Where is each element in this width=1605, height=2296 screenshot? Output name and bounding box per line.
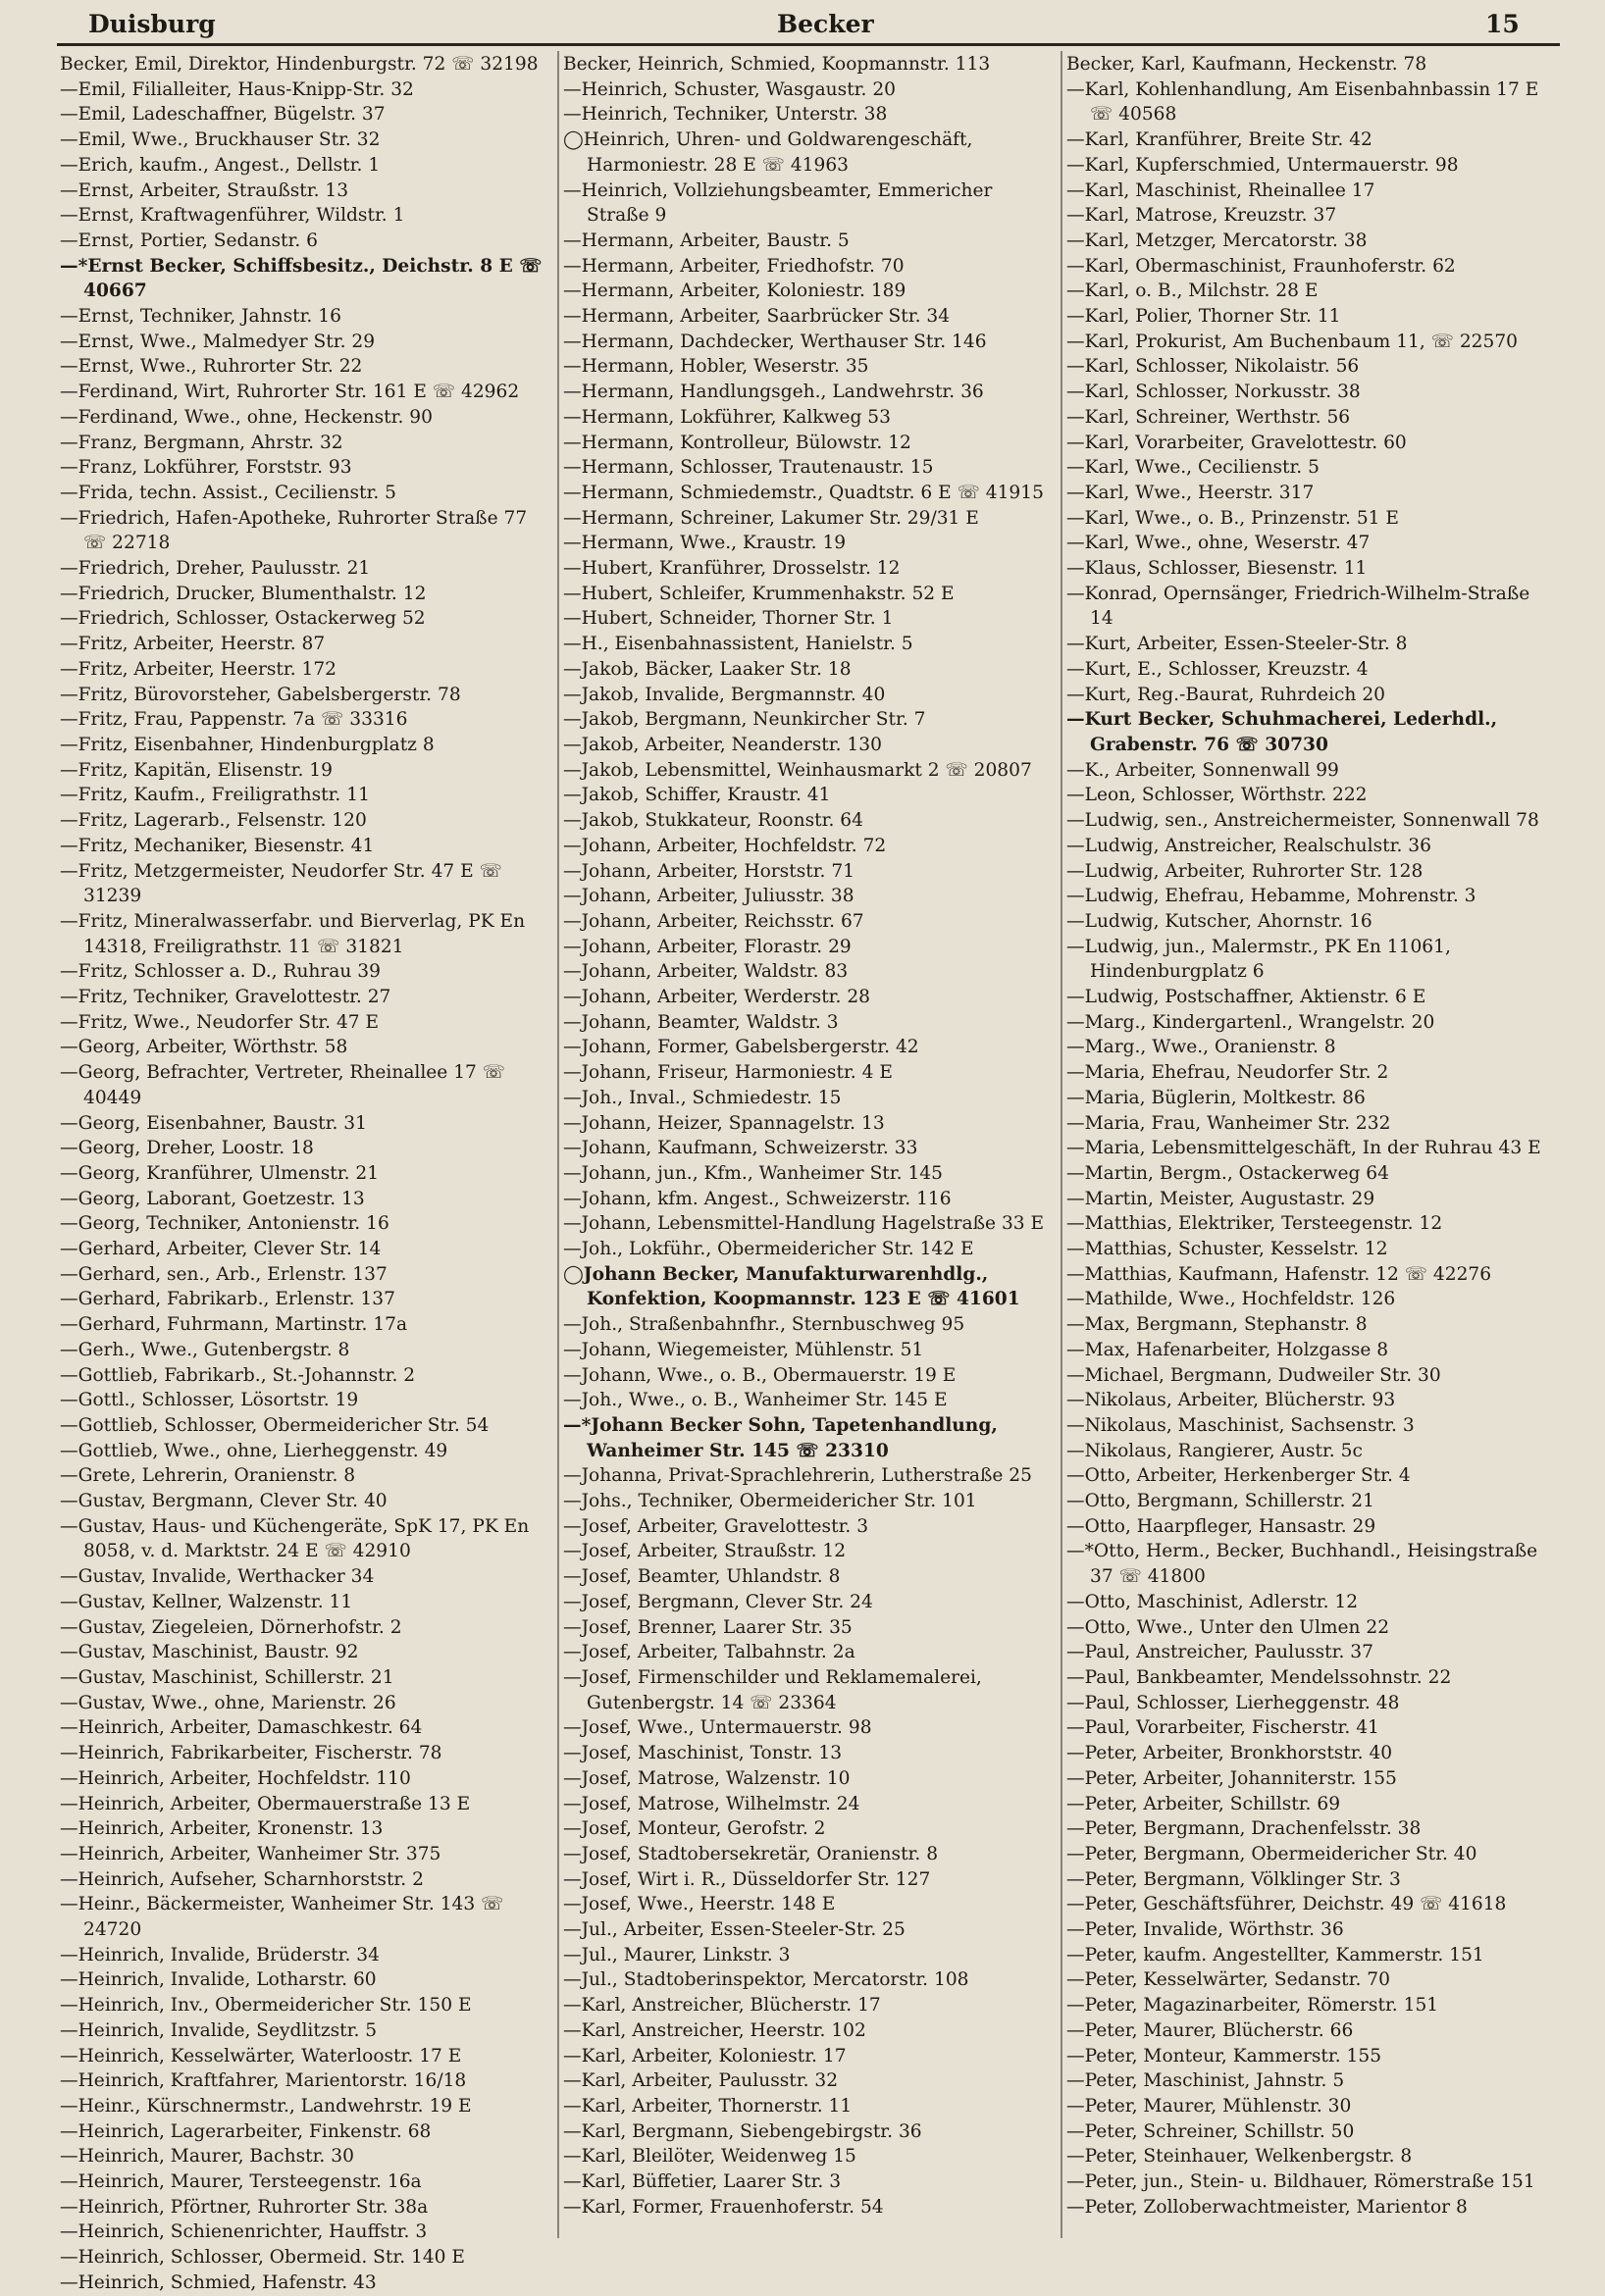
header-rule [57,43,1560,46]
directory-entry: —Nikolaus, Arbeiter, Blücherstr. 93 [1066,1390,1396,1411]
directory-entry: —Peter, Bergmann, Völklinger Str. 3 [1066,1868,1401,1890]
directory-entry: —Karl, Arbeiter, Paulusstr. 32 [563,2070,839,2092]
directory-entry: —Johann, Wiegemeister, Mühlenstr. 51 [563,1339,924,1360]
directory-entry: —Josef, Arbeiter, Gravelottestr. 3 [563,1515,869,1537]
directory-entry: —Grete, Lehrerin, Oranienstr. 8 [60,1465,356,1487]
directory-entry: —*Johann Becker Sohn, Tapetenhandlung, Wanheimer Str. 145 ☏ 23310 [563,1414,998,1461]
directory-entry: —Heinrich, Invalide, Seydlitzstr. 5 [60,2019,378,2041]
directory-entry: —Peter, jun., Stein- u. Bildhauer, Römerstraße 151 [1066,2171,1535,2193]
directory-entry: —Kurt, Arbeiter, Essen-Steeler-Str. 8 [1066,634,1408,655]
directory-entry: —Karl, Bergmann, Siebengebirgstr. 36 [563,2120,922,2142]
directory-entry: —Jakob, Schiffer, Kraustr. 41 [563,785,831,806]
directory-entry: —Hermann, Schreiner, Lakumer Str. 29/31 E [563,507,979,529]
directory-entry: —Hermann, Arbeiter, Friedhofstr. 70 [563,255,905,277]
directory-entry: —Heinrich, Schienenrichter, Hauffstr. 3 [60,2221,428,2243]
directory-entry: —Karl, Bleilöter, Weidenweg 15 [563,2146,856,2168]
directory-entry: —*Otto, Herm., Becker, Buchhandl., Heisingstraße 37 ☏ 41800 [1066,1541,1538,1588]
directory-entry: —Karl, Wwe., Heerstr. 317 [1066,482,1315,503]
directory-entry: —Matthias, Kaufmann, Hafenstr. 12 ☏ 42276 [1066,1263,1492,1285]
directory-entry: —Frida, techn. Assist., Cecilienstr. 5 [60,482,396,503]
directory-entry: —Johann, kfm. Angest., Schweizerstr. 116 [563,1188,952,1209]
directory-entry: —Gustav, Maschinist, Baustr. 92 [60,1642,359,1663]
directory-entry: —Hermann, Hobler, Weserstr. 35 [563,356,869,378]
directory-entry: —Matthias, Schuster, Kesselstr. 12 [1066,1239,1388,1260]
directory-entry: —Fritz, Wwe., Neudorfer Str. 47 E [60,1011,380,1033]
city-header: Duisburg [88,10,216,38]
directory-entry: —Gerh., Wwe., Gutenbergstr. 8 [60,1339,350,1360]
directory-entry: —Ferdinand, Wirt, Ruhrorter Str. 161 E ☏ 42962 [60,382,520,403]
directory-entry: —Johann, jun., Kfm., Wanheimer Str. 145 [563,1162,943,1184]
directory-entry: Becker, Emil, Direktor, Hindenburgstr. 72 ☏ 32198 [60,54,539,75]
directory-entry: —Hubert, Schleifer, Krummenhakstr. 52 E [563,583,955,604]
directory-entry: —Georg, Eisenbahner, Baustr. 31 [60,1112,367,1134]
directory-entry: —Karl, Wwe., Cecilienstr. 5 [1066,457,1320,479]
directory-entry: —Karl, Schreiner, Werthstr. 56 [1066,406,1351,428]
directory-entry: —Franz, Bergmann, Ahrstr. 32 [60,432,343,453]
directory-entry: —Martin, Bergm., Ostackerweg 64 [1066,1162,1389,1184]
directory-entry: —Ernst, Portier, Sedanstr. 6 [60,230,319,251]
directory-entry: —Peter, Arbeiter, Bronkhorststr. 40 [1066,1743,1393,1764]
directory-entry: —Joh., Lokführ., Obermeidericher Str. 142 E [563,1239,974,1260]
directory-entry: —Jul., Maurer, Linkstr. 3 [563,1944,791,1965]
directory-entry: —Hermann, Handlungsgeh., Landwehrstr. 36 [563,382,984,403]
directory-entry: —Josef, Firmenschilder und Reklamemalerei, Gutenbergstr. 14 ☏ 23364 [563,1667,982,1713]
directory-entry: —Ernst, Arbeiter, Straußstr. 13 [60,179,349,201]
directory-entry: —Marg., Wwe., Oranienstr. 8 [1066,1037,1336,1058]
directory-entry: —Otto, Arbeiter, Herkenberger Str. 4 [1066,1465,1411,1487]
directory-entry: —Johann, Arbeiter, Waldstr. 83 [563,961,849,983]
directory-entry: —Ludwig, sen., Anstreichermeister, Sonnenwall 78 [1066,810,1539,832]
directory-entry: —Otto, Maschinist, Adlerstr. 12 [1066,1591,1359,1612]
directory-entry: —Josef, Matrose, Wilhelmstr. 24 [563,1793,860,1814]
directory-entry: —Gerhard, sen., Arb., Erlenstr. 137 [60,1263,388,1285]
directory-entry: —Friedrich, Drucker, Blumenthalstr. 12 [60,583,427,604]
directory-entry: —Fritz, Eisenbahner, Hindenburgplatz 8 [60,734,435,755]
directory-entry: —Martin, Meister, Augustastr. 29 [1066,1188,1375,1209]
directory-entry: —Josef, Maschinist, Tonstr. 13 [563,1743,843,1764]
directory-entry: —Peter, Arbeiter, Johanniterstr. 155 [1066,1767,1397,1789]
directory-entry: —Heinrich, Schlosser, Obermeid. Str. 140 E [60,2247,465,2269]
directory-entry: —Joh., Wwe., o. B., Wanheimer Str. 145 E [563,1390,948,1411]
directory-entry: —Gerhard, Arbeiter, Clever Str. 14 [60,1239,382,1260]
directory-entry: —Jakob, Invalide, Bergmannstr. 40 [563,684,886,705]
directory-entry: —K., Arbeiter, Sonnenwall 99 [1066,759,1339,781]
directory-entry: —Konrad, Opernsänger, Friedrich-Wilhelm-Straße 14 [1066,583,1530,630]
directory-entry: —Hermann, Kontrolleur, Bülowstr. 12 [563,432,911,453]
directory-entry: —Johann, Arbeiter, Juliusstr. 38 [563,886,854,907]
directory-entry: —Jakob, Bäcker, Laaker Str. 18 [563,658,852,680]
directory-entry: —Karl, Maschinist, Rheinallee 17 [1066,179,1375,201]
column-divider-2 [1061,51,1062,2238]
directory-entry: —Maria, Frau, Wanheimer Str. 232 [1066,1112,1391,1134]
directory-entry: —Fritz, Metzgermeister, Neudorfer Str. 47 E ☏ 31239 [60,860,502,907]
directory-entry: —Peter, Geschäftsführer, Deichstr. 49 ☏ 41618 [1066,1894,1507,1915]
directory-entry: —Max, Hafenarbeiter, Holzgasse 8 [1066,1339,1389,1360]
page-number: 15 [1485,10,1520,38]
directory-entry: —Josef, Wwe., Untermauerstr. 98 [563,1717,872,1739]
directory-entry: —Heinrich, Invalide, Lotharstr. 60 [60,1969,377,1991]
directory-entry: —Ludwig, Kutscher, Ahornstr. 16 [1066,910,1372,932]
directory-entry: —H., Eisenbahnassistent, Hanielstr. 5 [563,634,913,655]
directory-entry: —Johann, Wwe., o. B., Obermauerstr. 19 E [563,1364,957,1386]
directory-entry: —Kurt, Reg.-Baurat, Ruhrdeich 20 [1066,684,1385,705]
directory-entry: —Heinrich, Schmied, Hafenstr. 43 [60,2271,377,2293]
directory-entry: —Fritz, Frau, Pappenstr. 7a ☏ 33316 [60,709,408,731]
directory-entry: —Friedrich, Schlosser, Ostackerweg 52 [60,608,426,630]
directory-entry: —Josef, Arbeiter, Straußstr. 12 [563,1541,847,1562]
directory-entry: Becker, Heinrich, Schmied, Koopmannstr. 113 [563,54,991,75]
directory-entry: —Heinrich, Vollziehungsbeamter, Emmericher Straße 9 [563,179,993,227]
directory-entry: —Georg, Techniker, Antonienstr. 16 [60,1213,389,1235]
directory-entry: —Johann, Former, Gabelsbergerstr. 42 [563,1037,919,1058]
directory-entry: —Maria, Lebensmittelgeschäft, In der Ruhrau 43 E [1066,1138,1541,1159]
directory-entry: —Gottlieb, Schlosser, Obermeidericher Str. 54 [60,1414,490,1436]
directory-entry: —Heinrich, Arbeiter, Wanheimer Str. 375 [60,1843,441,1864]
directory-entry: —Josef, Monteur, Gerofstr. 2 [563,1818,826,1840]
directory-entry: —Georg, Kranführer, Ulmenstr. 21 [60,1162,380,1184]
directory-entry: —Karl, Wwe., ohne, Weserstr. 47 [1066,533,1371,554]
directory-entry: —Michael, Bergmann, Dudweiler Str. 30 [1066,1364,1441,1386]
directory-entry: —Ludwig, Anstreicher, Realschulstr. 36 [1066,835,1431,856]
directory-entry: —Hermann, Lokführer, Kalkweg 53 [563,406,891,428]
directory-entry: —Heinrich, Pförtner, Ruhrorter Str. 38a [60,2196,429,2218]
directory-entry: —Fritz, Kaufm., Freiligrathstr. 11 [60,785,370,806]
directory-entry: —Johann, Arbeiter, Hochfeldstr. 72 [563,835,887,856]
directory-entry: —Fritz, Lagerarb., Felsenstr. 120 [60,810,367,832]
directory-entry: —Joh., Straßenbahnfhr., Sternbuschweg 95 [563,1314,965,1336]
directory-entry: —Heinrich, Aufseher, Scharnhorststr. 2 [60,1868,424,1890]
directory-entry: —Josef, Bergmann, Clever Str. 24 [563,1591,873,1612]
directory-entry: —Peter, Steinhauer, Welkenbergstr. 8 [1066,2146,1413,2168]
directory-entry: —Jakob, Stukkateur, Roonstr. 64 [563,810,863,832]
directory-entry: —Marg., Kindergartenl., Wrangelstr. 20 [1066,1011,1435,1033]
directory-entry: —Heinrich, Inv., Obermeidericher Str. 150 E [60,1995,472,2016]
directory-entry: —Paul, Bankbeamter, Mendelssohnstr. 22 [1066,1667,1452,1688]
directory-entry: —Otto, Haarpfleger, Hansastr. 29 [1066,1515,1376,1537]
directory-entry: —Peter, Maschinist, Jahnstr. 5 [1066,2070,1345,2092]
directory-entry: —Karl, Arbeiter, Thornerstr. 11 [563,2095,853,2117]
directory-entry: —Ferdinand, Wwe., ohne, Heckenstr. 90 [60,406,433,428]
directory-entry: —Hermann, Schlosser, Trautenaustr. 15 [563,457,934,479]
directory-entry: —Hermann, Dachdecker, Werthauser Str. 146 [563,331,987,352]
directory-entry: —Karl, Kranführer, Breite Str. 42 [1066,129,1372,151]
directory-entry: —Heinrich, Arbeiter, Hochfeldstr. 110 [60,1767,411,1789]
directory-entry: —Gustav, Wwe., ohne, Marienstr. 26 [60,1692,396,1713]
directory-entry: —Karl, Polier, Thorner Str. 11 [1066,306,1341,328]
directory-entry: —Johanna, Privat-Sprachlehrerin, Lutherstraße 25 [563,1465,1032,1487]
directory-entry: —Ludwig, jun., Malermstr., PK En 11061, Hindenburgplatz 6 [1066,936,1451,983]
directory-entry: —Johann, Arbeiter, Horststr. 71 [563,860,855,882]
directory-entry: —Karl, Schlosser, Norkusstr. 38 [1066,382,1361,403]
directory-entry: —Fritz, Techniker, Gravelottestr. 27 [60,987,391,1008]
directory-entry: —Heinrich, Schuster, Wasgaustr. 20 [563,78,896,100]
directory-entry: —Peter, Bergmann, Drachenfelsstr. 38 [1066,1818,1422,1840]
directory-entry: —Johann, Arbeiter, Reichsstr. 67 [563,910,864,932]
directory-entry: —Leon, Schlosser, Wörthstr. 222 [1066,785,1368,806]
directory-entry: —Ludwig, Postschaffner, Aktienstr. 6 E [1066,987,1426,1008]
directory-entry: —Franz, Lokführer, Forststr. 93 [60,457,352,479]
directory-entry: —Fritz, Kapitän, Elisenstr. 19 [60,759,333,781]
directory-entry: —Emil, Wwe., Bruckhauser Str. 32 [60,129,381,151]
directory-entry: —Karl, Prokurist, Am Buchenbaum 11, ☏ 22570 [1066,331,1519,352]
directory-entry: —Peter, Schreiner, Schillstr. 50 [1066,2120,1355,2142]
directory-entry: —Otto, Bergmann, Schillerstr. 21 [1066,1491,1374,1512]
directory-entry: —Friedrich, Dreher, Paulusstr. 21 [60,558,371,580]
directory-entry: —Johann, Arbeiter, Werderstr. 28 [563,987,871,1008]
directory-entry: —Heinr., Kürschnermstr., Landwehrstr. 19 E [60,2095,472,2117]
directory-entry: —Jul., Stadtoberinspektor, Mercatorstr. 108 [563,1969,969,1991]
directory-entry: —Gerhard, Fuhrmann, Martinstr. 17a [60,1314,408,1336]
directory-entry: —Ernst, Wwe., Malmedyer Str. 29 [60,331,376,352]
directory-entry: —Karl, Former, Frauenhoferstr. 54 [563,2196,884,2218]
directory-entry: —Gustav, Ziegeleien, Dörnerhofstr. 2 [60,1616,402,1638]
directory-entry: —Gustav, Haus- und Küchengeräte, SpK 17, PK En 8058, v. d. Marktstr. 24 E ☏ 42910 [60,1515,530,1562]
directory-entry: —Jakob, Arbeiter, Neanderstr. 130 [563,734,882,755]
directory-entry: —Karl, Büffetier, Laarer Str. 3 [563,2171,842,2193]
directory-entry: —Hubert, Schneider, Thorner Str. 1 [563,608,894,630]
directory-entry: —Gustav, Bergmann, Clever Str. 40 [60,1491,388,1512]
directory-entry: —Ernst, Wwe., Ruhrorter Str. 22 [60,356,363,378]
directory-entry: —Ernst, Kraftwagenführer, Wildstr. 1 [60,205,405,227]
directory-entry: —Gottlieb, Wwe., ohne, Lierheggenstr. 49 [60,1440,448,1461]
directory-entry: —Maria, Ehefrau, Neudorfer Str. 2 [1066,1062,1389,1084]
directory-entry: —Heinrich, Kraftfahrer, Marientorstr. 16/18 [60,2070,467,2092]
directory-entry: —Karl, Arbeiter, Koloniestr. 17 [563,2045,847,2066]
directory-entry: —Hubert, Kranführer, Drosselstr. 12 [563,558,901,580]
directory-entry: —Gustav, Invalide, Werthacker 34 [60,1566,375,1588]
directory-entry: —Karl, Vorarbeiter, Gravelottestr. 60 [1066,432,1407,453]
directory-entry: —Karl, Kohlenhandlung, Am Eisenbahnbassin 17 E ☏ 40568 [1066,78,1539,126]
directory-entry: —Georg, Arbeiter, Wörthstr. 58 [60,1037,348,1058]
directory-entry: —Heinrich, Arbeiter, Kronenstr. 13 [60,1818,384,1840]
directory-entry: —Matthias, Elektriker, Tersteegenstr. 12 [1066,1213,1443,1235]
name-header: Becker [777,10,874,38]
directory-entry: —Georg, Dreher, Loostr. 18 [60,1138,314,1159]
directory-entry: —Gustav, Maschinist, Schillerstr. 21 [60,1667,394,1688]
directory-entry: —Peter, Maurer, Blücherstr. 66 [1066,2019,1354,2041]
directory-entry: —Peter, Kesselwärter, Sedanstr. 70 [1066,1969,1390,1991]
directory-entry: —Karl, Schlosser, Nikolaistr. 56 [1066,356,1360,378]
column-divider-1 [557,51,559,2238]
directory-entry: —Gottlieb, Fabrikarb., St.-Johannstr. 2 [60,1364,416,1386]
directory-entry: —Heinrich, Techniker, Unterstr. 38 [563,104,888,126]
directory-entry: —Mathilde, Wwe., Hochfeldstr. 126 [1066,1289,1396,1310]
directory-entry: —Fritz, Arbeiter, Heerstr. 172 [60,658,337,680]
directory-entry: —Johann, Kaufmann, Schweizerstr. 33 [563,1138,918,1159]
directory-entry: —Gerhard, Fabrikarb., Erlenstr. 137 [60,1289,395,1310]
directory-entry: —Karl, Obermaschinist, Fraunhoferstr. 62 [1066,255,1456,277]
directory-entry: —Paul, Vorarbeiter, Fischerstr. 41 [1066,1717,1379,1739]
directory-entry: —Heinrich, Maurer, Tersteegenstr. 16a [60,2171,422,2193]
directory-entry: —Heinrich, Fabrikarbeiter, Fischerstr. 78 [60,1743,442,1764]
directory-entry: —*Ernst Becker, Schiffsbesitz., Deichstr. 8 E ☏ 40667 [60,255,543,302]
directory-entry: —Erich, kaufm., Angest., Dellstr. 1 [60,154,381,176]
directory-entry: —Klaus, Schlosser, Biesenstr. 11 [1066,558,1368,580]
directory-entry: —Maria, Büglerin, Moltkestr. 86 [1066,1087,1366,1108]
directory-entry: —Emil, Filialleiter, Haus-Knipp-Str. 32 [60,78,414,100]
directory-entry: —Karl, Kupferschmied, Untermauerstr. 98 [1066,154,1459,176]
directory-entry: —Hermann, Arbeiter, Koloniestr. 189 [563,281,906,302]
directory-entry: —Jakob, Lebensmittel, Weinhausmarkt 2 ☏ 20807 [563,759,1032,781]
directory-entry: —Peter, Invalide, Wörthstr. 36 [1066,1919,1344,1941]
directory-entry: —Peter, Bergmann, Obermeidericher Str. 40 [1066,1843,1477,1864]
directory-entry: —Peter, Magazinarbeiter, Römerstr. 151 [1066,1995,1439,2016]
directory-entry: —Heinrich, Arbeiter, Obermauerstraße 13 E [60,1793,471,1814]
directory-entry: —Fritz, Mechaniker, Biesenstr. 41 [60,835,375,856]
directory-entry: —Peter, kaufm. Angestellter, Kammerstr. 151 [1066,1944,1484,1965]
directory-entry: —Fritz, Arbeiter, Heerstr. 87 [60,634,326,655]
directory-entry: —Peter, Maurer, Mühlenstr. 30 [1066,2095,1352,2117]
directory-entry: —Heinrich, Maurer, Bachstr. 30 [60,2146,354,2168]
directory-entry: —Karl, Anstreicher, Heerstr. 102 [563,2019,866,2041]
directory-entry: ◯Heinrich, Uhren- und Goldwarengeschäft, Harmoniestr. 28 E ☏ 41963 [563,129,973,176]
directory-entry: —Max, Bergmann, Stephanstr. 8 [1066,1314,1368,1336]
column-3 [1066,52,1553,2244]
directory-entry: —Josef, Brenner, Laarer Str. 35 [563,1616,853,1638]
directory-entry: —Heinr., Bäckermeister, Wanheimer Str. 143 ☏ 24720 [60,1894,504,1941]
directory-entry: —Josef, Wirt i. R., Düsseldorfer Str. 127 [563,1868,931,1890]
directory-entry: —Ludwig, Ehefrau, Hebamme, Mohrenstr. 3 [1066,886,1476,907]
directory-entry: —Hermann, Schmiedemstr., Quadtstr. 6 E ☏ 41915 [563,482,1044,503]
directory-entry: —Nikolaus, Rangierer, Austr. 5c [1066,1440,1363,1461]
directory-entry: —Joh., Inval., Schmiedestr. 15 [563,1087,842,1108]
directory-entry: —Karl, Wwe., o. B., Prinzenstr. 51 E [1066,507,1399,529]
directory-entry: —Johann, Heizer, Spannagelstr. 13 [563,1112,885,1134]
directory-entry: —Fritz, Mineralwasserfabr. und Bierverlag, PK En 14318, Freiligrathstr. 11 ☏ 31821 [60,910,526,957]
directory-entry: —Heinrich, Invalide, Brüderstr. 34 [60,1944,380,1965]
directory-entry: —Fritz, Bürovorsteher, Gabelsbergerstr. 78 [60,684,461,705]
directory-entry: —Peter, Zolloberwachtmeister, Marientor 8 [1066,2196,1468,2218]
directory-entry: —Kurt Becker, Schuhmacherei, Lederhdl., Grabenstr. 76 ☏ 30730 [1066,709,1498,755]
directory-entry: —Otto, Wwe., Unter den Ulmen 22 [1066,1616,1390,1638]
directory-entry: —Hermann, Arbeiter, Saarbrücker Str. 34 [563,306,951,328]
directory-entry: —Karl, o. B., Milchstr. 28 E [1066,281,1319,302]
directory-entry: —Heinrich, Kesselwärter, Waterloostr. 17 E [60,2045,462,2066]
directory-entry: —Karl, Matrose, Kreuzstr. 37 [1066,205,1337,227]
directory-entry: —Johann, Friseur, Harmoniestr. 4 E [563,1062,893,1084]
directory-entry: —Kurt, E., Schlosser, Kreuzstr. 4 [1066,658,1369,680]
directory-entry: —Georg, Befrachter, Vertreter, Rheinallee 17 ☏ 40449 [60,1062,506,1108]
directory-entry: —Georg, Laborant, Goetzestr. 13 [60,1188,365,1209]
directory-entry: ◯Johann Becker, Manufakturwarenhdlg., Konfektion, Koopmannstr. 123 E ☏ 41601 [563,1263,1020,1310]
directory-entry: —Josef, Stadtobersekretär, Oranienstr. 8 [563,1843,939,1864]
directory-entry: —Karl, Anstreicher, Blücherstr. 17 [563,1995,881,2016]
directory-entry: —Johann, Lebensmittel-Handlung Hagelstraße 33 E [563,1213,1045,1235]
directory-entry: —Josef, Wwe., Heerstr. 148 E [563,1894,836,1915]
directory-entry: —Fritz, Schlosser a. D., Ruhrau 39 [60,961,381,983]
directory-entry: —Peter, Arbeiter, Schillstr. 69 [1066,1793,1341,1814]
directory-entry: —Heinrich, Lagerarbeiter, Finkenstr. 68 [60,2120,432,2142]
directory-entry: —Josef, Beamter, Uhlandstr. 8 [563,1566,841,1588]
directory-entry: —Ernst, Techniker, Jahnstr. 16 [60,306,341,328]
directory-entry: —Hermann, Arbeiter, Baustr. 5 [563,230,850,251]
directory-entry: Becker, Karl, Kaufmann, Heckenstr. 78 [1066,54,1427,75]
directory-entry: —Johs., Techniker, Obermeidericher Str. 101 [563,1491,977,1512]
directory-entry: —Jul., Arbeiter, Essen-Steeler-Str. 25 [563,1919,906,1941]
directory-entry: —Peter, Monteur, Kammerstr. 155 [1066,2045,1382,2066]
column-1 [60,52,546,2293]
directory-entry: —Johann, Arbeiter, Florastr. 29 [563,936,852,957]
directory-entry: —Ludwig, Arbeiter, Ruhrorter Str. 128 [1066,860,1424,882]
directory-entry: —Friedrich, Hafen-Apotheke, Ruhrorter Straße 77 ☏ 22718 [60,507,528,554]
directory-entry: —Josef, Matrose, Walzenstr. 10 [563,1767,851,1789]
directory-entry: —Nikolaus, Maschinist, Sachsenstr. 3 [1066,1414,1415,1436]
directory-entry: —Paul, Anstreicher, Paulusstr. 37 [1066,1642,1373,1663]
directory-entry: —Karl, Metzger, Mercatorstr. 38 [1066,230,1368,251]
directory-entry: —Hermann, Wwe., Kraustr. 19 [563,533,847,554]
column-2 [563,52,1050,2244]
directory-entry: —Gottl., Schlosser, Lösortstr. 19 [60,1390,359,1411]
directory-entry: —Jakob, Bergmann, Neunkircher Str. 7 [563,709,926,731]
directory-entry: —Emil, Ladeschaffner, Bügelstr. 37 [60,104,386,126]
directory-entry: —Johann, Beamter, Waldstr. 3 [563,1011,839,1033]
directory-entry: —Josef, Arbeiter, Talbahnstr. 2a [563,1642,855,1663]
directory-entry: —Gustav, Kellner, Walzenstr. 11 [60,1591,353,1612]
directory-entry: —Paul, Schlosser, Lierheggenstr. 48 [1066,1692,1400,1713]
directory-entry: —Heinrich, Arbeiter, Damaschkestr. 64 [60,1717,423,1739]
